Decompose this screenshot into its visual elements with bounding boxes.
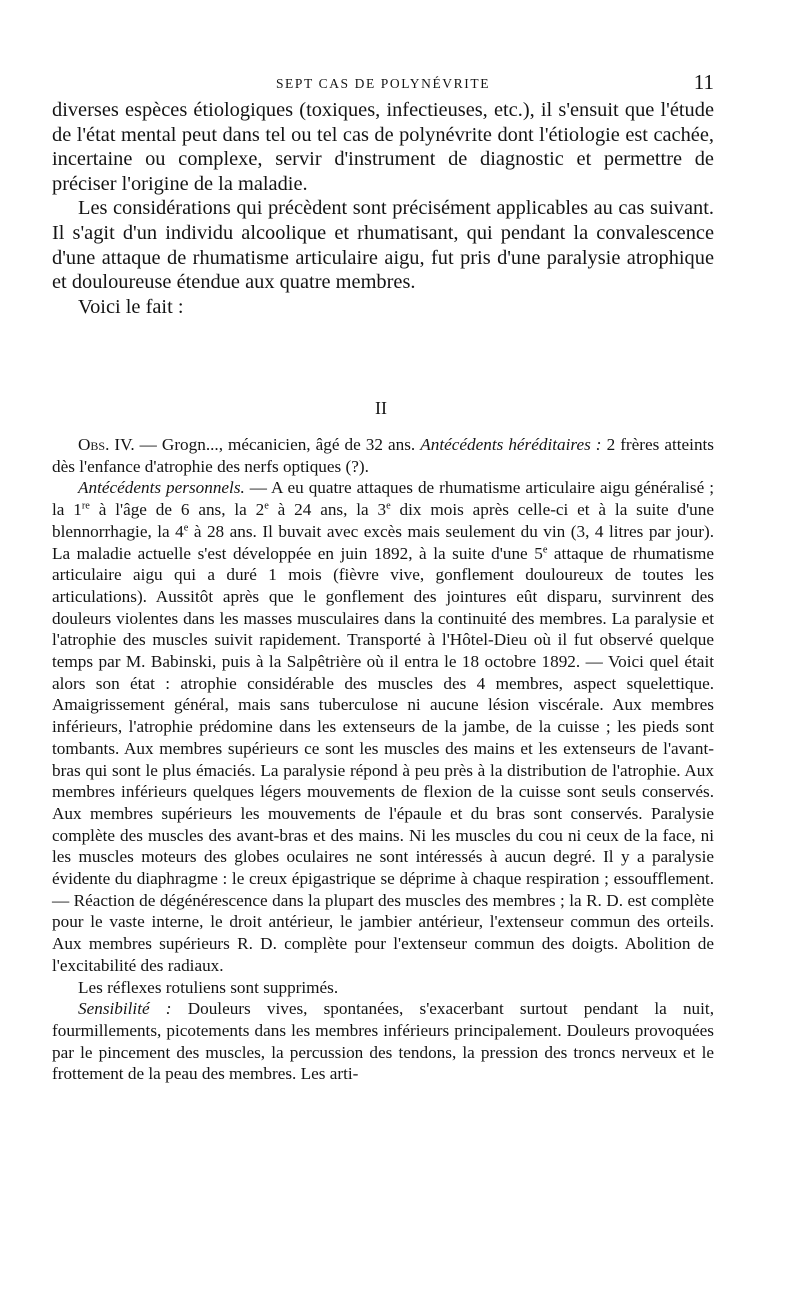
superscript: e — [183, 522, 189, 534]
page-header — [52, 72, 714, 96]
personal-text-3: à 24 ans, la 3 — [268, 500, 387, 520]
reflexes-paragraph: Les réflexes rotuliens sont supprimés. — [78, 977, 339, 997]
sensibility-label: Sensibilité : — [78, 999, 172, 1019]
superscript: e — [542, 543, 548, 555]
personal-text-5: à 28 ans. Il buvait avec excès mais seulement du vin (3, 4 litres par jour). La maladie actuelle s'est développée en juin 1892, à la suite d'une 5 — [52, 521, 714, 563]
hereditary-text: 2 frères atteints dès l'enfance d'atrophie des nerfs optiques (?). — [52, 435, 714, 476]
intro-paragraph-2: Les considérations qui précèdent sont précisément applicables au cas suivant. Il s'agit d'un individu alcoolique et rhumatisant, qui pendant la convalescence d'une attaque de rhumatisme articulaire aigu, fut pris d'une paralysie atrophique et douloureuse étendue aux quatre membres. — [52, 197, 714, 294]
observation-paragraph-1 — [52, 434, 714, 477]
personal-text-6: attaque de rhumatisme articulaire aigu qui a duré 1 mois (fièvre vive, gonflement douloureux de toutes les articulations). Aussitôt après que le gonflement des jointures eût disparu, survinrent des douleurs violentes dans les masses musculaires dans la continuité des membres. La paralysie et l'atrophie des muscles suivit rapidement. Transporté à l'Hôtel-Dieu où il fut observé quelque temps par M. Babinski, puis à la Salpêtrière où il entra le 18 octobre 1892. — Voici quel était alors son état : atrophie considérable des muscles des 4 membres, aspect squelettique. Amaigrissement général, mais sans tuberculose ni aucune lésion viscérale. Aux membres inférieurs, l'atrophie prédomine dans les extenseurs de la jambe, de la cuisse ; les pieds sont tombants. Aux membres supérieurs ce sont les muscles des mains et les extenseurs de l'avant-bras qui sont le plus émaciés. La paralysie répond à peu près à la distribution de l'atrophie. Aux membres inférieurs quelques légers mouvements de flexion de la cuisse sont seuls conservés. Aux membres supérieurs les mouvements de l'épaule et du bras sont conservés. Paralysie complète des muscles des avant-bras et des mains. Ni les muscles du cou ni ceux de la face, ni les muscles moteurs des globes oculaires ne sont intéressés à aucun degré. Il y a paralysie évidente du diaphragme : le creux épigastrique se déprime à chaque respiration ; essoufflement. — Réaction de dégénérescence dans la plupart des muscles des membres ; la R. D. est complète pour le vaste interne, le droit antérieur, le jambier antérieur, l'extenseur commun des orteils. Aux membres supérieurs R. D. complète pour l'extenseur commun des doigts. Abolition de l'excitabilité des radiaux. — [52, 543, 715, 975]
observation-heading: Grogn..., mécanicien, âgé de 32 ans. — [161, 435, 421, 454]
observation-dash: — — [134, 435, 162, 454]
sensibility-text: Douleurs vives, spontanées, s'exacerbant surtout pendant la nuit, fourmillements, picotements dans les membres inférieurs principalement. Douleurs provoquées par le pincement des muscles, la percussion des tendons, la pression des troncs nerveux et le frottement de la peau des membres. Les arti- — [52, 999, 715, 1084]
intro-text — [52, 98, 714, 319]
personal-label: Antécédents personnels. — [78, 478, 245, 498]
superscript: e — [264, 500, 269, 512]
hereditary-label: Antécédents héréditaires : — [420, 435, 602, 454]
sensibility-paragraph — [52, 998, 714, 1085]
section-numeral: II — [375, 398, 387, 418]
observation-text — [52, 434, 714, 1085]
running-title: SEPT CAS DE POLYNÉVRITE — [275, 76, 491, 91]
intro-paragraph-1: diverses espèces étiologiques (toxiques, infectieuses, etc.), il s'ensuit que l'étude de l'état mental peut dans tel ou tel cas de polynévrite dont l'étiologie est cachée, incertaine ou complexe, servir d'instrument de diagnostic et permettre de préciser l'origine de la maladie. — [52, 99, 714, 195]
intro-paragraph-3: Voici le fait : — [78, 295, 184, 318]
observation-paragraph-2 — [52, 477, 714, 976]
personal-text-4: dix mois après celle-ci et à la suite d'une blennorrhagie, la 4 — [52, 500, 714, 541]
page-number: 11 — [693, 70, 714, 94]
superscript: e — [386, 500, 391, 512]
personal-text-1: — A eu quatre attaques de rhumatisme articulaire aigu généralisé ; la 1 — [52, 478, 714, 520]
superscript: re — [81, 500, 90, 512]
personal-text-2: à l'âge de 6 ans, la 2 — [89, 500, 265, 520]
observation-label: Obs. IV. — [78, 435, 135, 454]
